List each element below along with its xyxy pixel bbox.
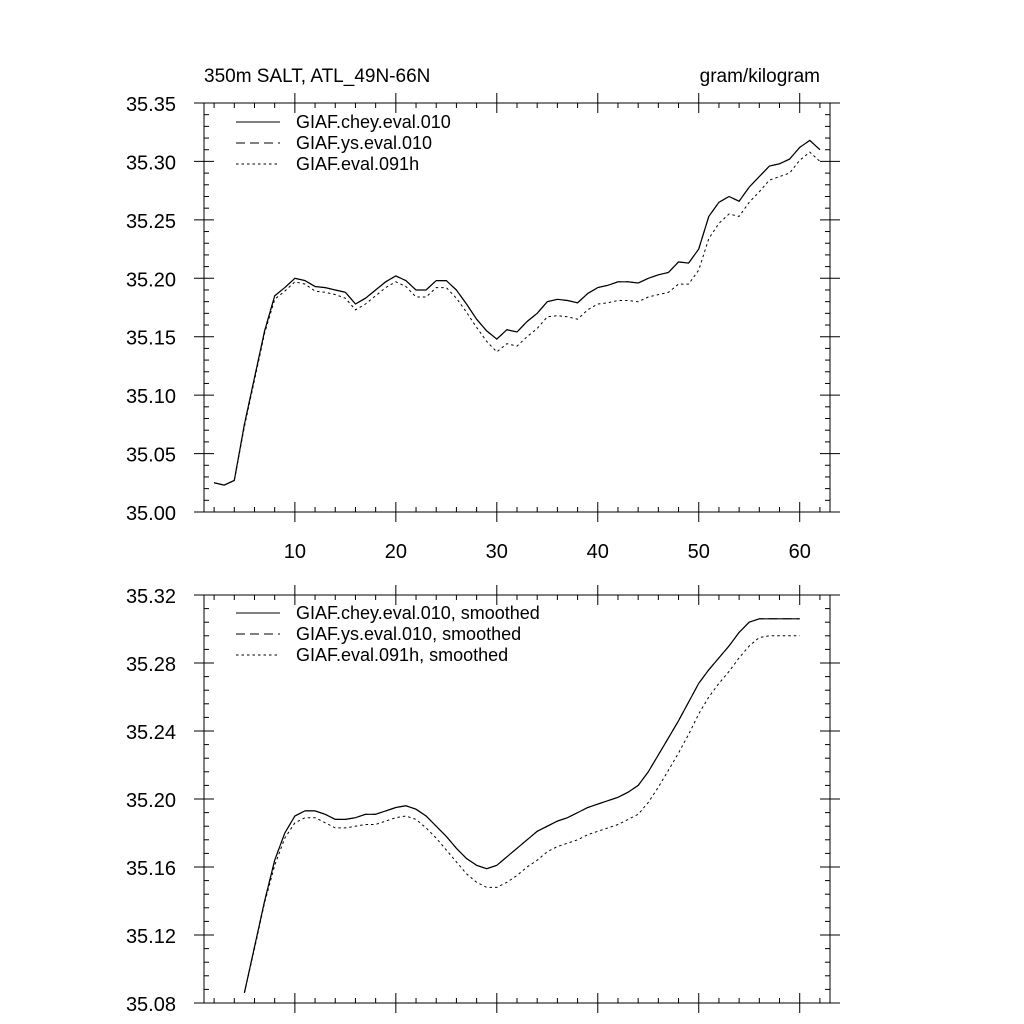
figure-title: 350m SALT, ATL_49N-66N bbox=[204, 66, 431, 87]
series-line-0 bbox=[214, 140, 820, 485]
legend-label: GIAF.ys.eval.010 bbox=[296, 133, 433, 153]
legend-label: GIAF.eval.091h bbox=[296, 154, 420, 174]
y-tick-label: 35.20 bbox=[125, 269, 176, 292]
legend-label: GIAF.eval.091h, smoothed bbox=[296, 645, 509, 665]
series-line-1 bbox=[214, 140, 820, 485]
series-line-2 bbox=[214, 152, 820, 485]
y-tick-label: 35.24 bbox=[125, 722, 176, 744]
x-tick-label: 40 bbox=[586, 541, 609, 563]
top-panel bbox=[126, 93, 840, 563]
y-tick-label: 35.10 bbox=[125, 386, 176, 409]
series-line-0 bbox=[244, 619, 799, 993]
y-tick-label: 35.28 bbox=[125, 654, 176, 676]
y-tick-label: 35.15 bbox=[125, 327, 176, 350]
y-tick-label: 35.32 bbox=[125, 586, 176, 608]
y-tick-label: 35.08 bbox=[125, 994, 176, 1016]
y-tick-label: 35.00 bbox=[125, 503, 176, 525]
series-line-1 bbox=[244, 619, 799, 993]
y-tick-label: 35.20 bbox=[125, 790, 176, 812]
x-tick-label: 30 bbox=[485, 541, 508, 563]
x-tick-label: 60 bbox=[788, 541, 811, 563]
series-line-2 bbox=[244, 636, 799, 993]
y-tick-label: 35.25 bbox=[125, 210, 176, 233]
x-tick-label: 50 bbox=[687, 541, 710, 563]
x-tick-label: 10 bbox=[283, 541, 306, 563]
legend-label: GIAF.chey.eval.010, smoothed bbox=[296, 603, 540, 623]
y-tick-label: 35.30 bbox=[125, 152, 176, 175]
y-tick-label: 35.05 bbox=[125, 444, 176, 467]
y-tick-label: 35.12 bbox=[125, 926, 176, 948]
x-tick-label: 20 bbox=[384, 541, 407, 563]
y-tick-label: 35.35 bbox=[125, 94, 176, 116]
bottom-panel bbox=[126, 585, 840, 1016]
figure-units: gram/kilogram bbox=[699, 66, 820, 87]
legend-label: GIAF.ys.eval.010, smoothed bbox=[296, 624, 522, 644]
legend-label: GIAF.chey.eval.010 bbox=[296, 112, 451, 132]
y-tick-label: 35.16 bbox=[125, 858, 176, 880]
